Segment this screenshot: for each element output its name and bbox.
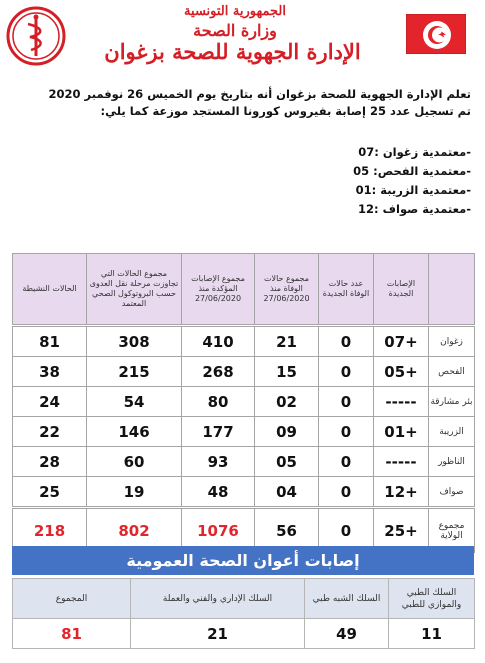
cell-total-cases: 48 <box>182 477 255 507</box>
staff-header-administrative: السلك الإداري والفني والعملة <box>131 579 305 619</box>
staff-header-paramedical: السلك الشبه طبي <box>305 579 389 619</box>
cell-active: 81 <box>13 327 87 357</box>
cell-total-deaths: 05 <box>255 447 319 477</box>
cell-total-cases: 410 <box>182 327 255 357</box>
cell-total-deaths: 21 <box>255 327 319 357</box>
table-header-new-deaths: عدد حالات الوفاة الجديدة <box>319 254 374 325</box>
staff-section-title: إصابات أعوان الصحة العمومية <box>12 546 474 575</box>
list-item: -معتمدية الزريبة :01 <box>355 183 471 197</box>
cell-total-cases: 177 <box>182 417 255 447</box>
list-item: -معتمدية زغوان :07 <box>358 145 471 159</box>
cell-total-deaths: 04 <box>255 477 319 507</box>
delegation-list <box>271 143 471 219</box>
cell-active: 25 <box>13 477 87 507</box>
cell-active: 38 <box>13 357 87 387</box>
cell-total-cases: 80 <box>182 387 255 417</box>
staff-table <box>12 578 475 649</box>
table-header-total-cases: مجموع الإصابات المؤكدة منذ 27/06/2020 <box>182 254 255 325</box>
row-name: زغوان <box>429 327 475 357</box>
cell-new-cases: +25 <box>374 509 429 553</box>
staff-value-administrative: 21 <box>131 619 305 649</box>
cell-new-deaths: 0 <box>319 447 374 477</box>
cell-new-cases: ----- <box>374 447 429 477</box>
cell-new-deaths: 0 <box>319 477 374 507</box>
table-row <box>13 447 475 477</box>
letterhead <box>0 0 485 78</box>
cell-new-cases: +05 <box>374 357 429 387</box>
tunisia-flag-icon <box>406 14 466 54</box>
table-header-new-cases: الإصابات الجديدة <box>374 254 429 325</box>
list-item: -معتمدية صواف :12 <box>358 202 471 216</box>
row-name: بئر مشارقة <box>429 387 475 417</box>
cell-active: 218 <box>13 509 87 553</box>
cases-table <box>12 253 475 553</box>
ministry-title: وزارة الصحة <box>193 21 277 40</box>
cell-total-cases: 1076 <box>182 509 255 553</box>
table-row <box>13 357 475 387</box>
regional-directorate-title: الإدارة الجهوية للصحة بزغوان <box>104 39 361 64</box>
cell-recovered: 60 <box>87 447 182 477</box>
table-header-total-deaths: مجموع حالات الوفاة منذ 27/06/2020 <box>255 254 319 325</box>
staff-header-medical: السلك الطبي والموازي للطبي <box>389 579 475 619</box>
cell-recovered: 146 <box>87 417 182 447</box>
cell-total-deaths: 15 <box>255 357 319 387</box>
table-header-region <box>429 254 475 325</box>
cell-new-cases: +12 <box>374 477 429 507</box>
cell-recovered: 308 <box>87 327 182 357</box>
cell-total-deaths: 09 <box>255 417 319 447</box>
cell-new-deaths: 0 <box>319 509 374 553</box>
list-item: -معتمدية الفحص: 05 <box>353 164 471 178</box>
cell-new-cases: +01 <box>374 417 429 447</box>
cell-new-cases: +07 <box>374 327 429 357</box>
cell-new-deaths: 0 <box>319 387 374 417</box>
cell-new-deaths: 0 <box>319 417 374 447</box>
staff-header-total: المجموع <box>13 579 131 619</box>
table-row <box>13 327 475 357</box>
health-ministry-logo-icon <box>6 6 66 66</box>
cell-total-deaths: 02 <box>255 387 319 417</box>
row-name: الزريبة <box>429 417 475 447</box>
cell-total-cases: 268 <box>182 357 255 387</box>
cell-new-deaths: 0 <box>319 357 374 387</box>
cell-active: 28 <box>13 447 87 477</box>
cell-total-deaths: 56 <box>255 509 319 553</box>
republic-title: الجمهورية التونسية <box>184 4 286 19</box>
announcement-text <box>11 86 471 120</box>
cell-active: 24 <box>13 387 87 417</box>
table-header-active: الحالات النشيطة <box>13 254 87 325</box>
cell-recovered: 19 <box>87 477 182 507</box>
table-row <box>13 387 475 417</box>
cell-recovered: 215 <box>87 357 182 387</box>
row-name: الناظور <box>429 447 475 477</box>
cell-recovered: 802 <box>87 509 182 553</box>
row-name: الفحص <box>429 357 475 387</box>
cell-active: 22 <box>13 417 87 447</box>
cell-new-cases: ----- <box>374 387 429 417</box>
announcement-line: تم تسجيل عدد 25 إصابة بفيروس كورونا المستجد موزعة كما يلي: <box>100 104 471 118</box>
table-header-recovered: مجموع الحالات التي تجاوزت مرحلة نقل العدوى حسب البروتوكول الصحي المعتمد <box>87 254 182 325</box>
staff-value-total: 81 <box>13 619 131 649</box>
row-name: صواف <box>429 477 475 507</box>
announcement-line: تعلم الإدارة الجهوية للصحة بزغوان أنه بتاريخ يوم الخميس 26 نوفمبر 2020 <box>48 87 471 101</box>
table-row <box>13 417 475 447</box>
staff-value-medical: 11 <box>389 619 475 649</box>
table-row <box>13 477 475 507</box>
cell-recovered: 54 <box>87 387 182 417</box>
staff-value-paramedical: 49 <box>305 619 389 649</box>
row-name: مجموع الولاية <box>429 509 475 553</box>
cell-new-deaths: 0 <box>319 327 374 357</box>
cell-total-cases: 93 <box>182 447 255 477</box>
